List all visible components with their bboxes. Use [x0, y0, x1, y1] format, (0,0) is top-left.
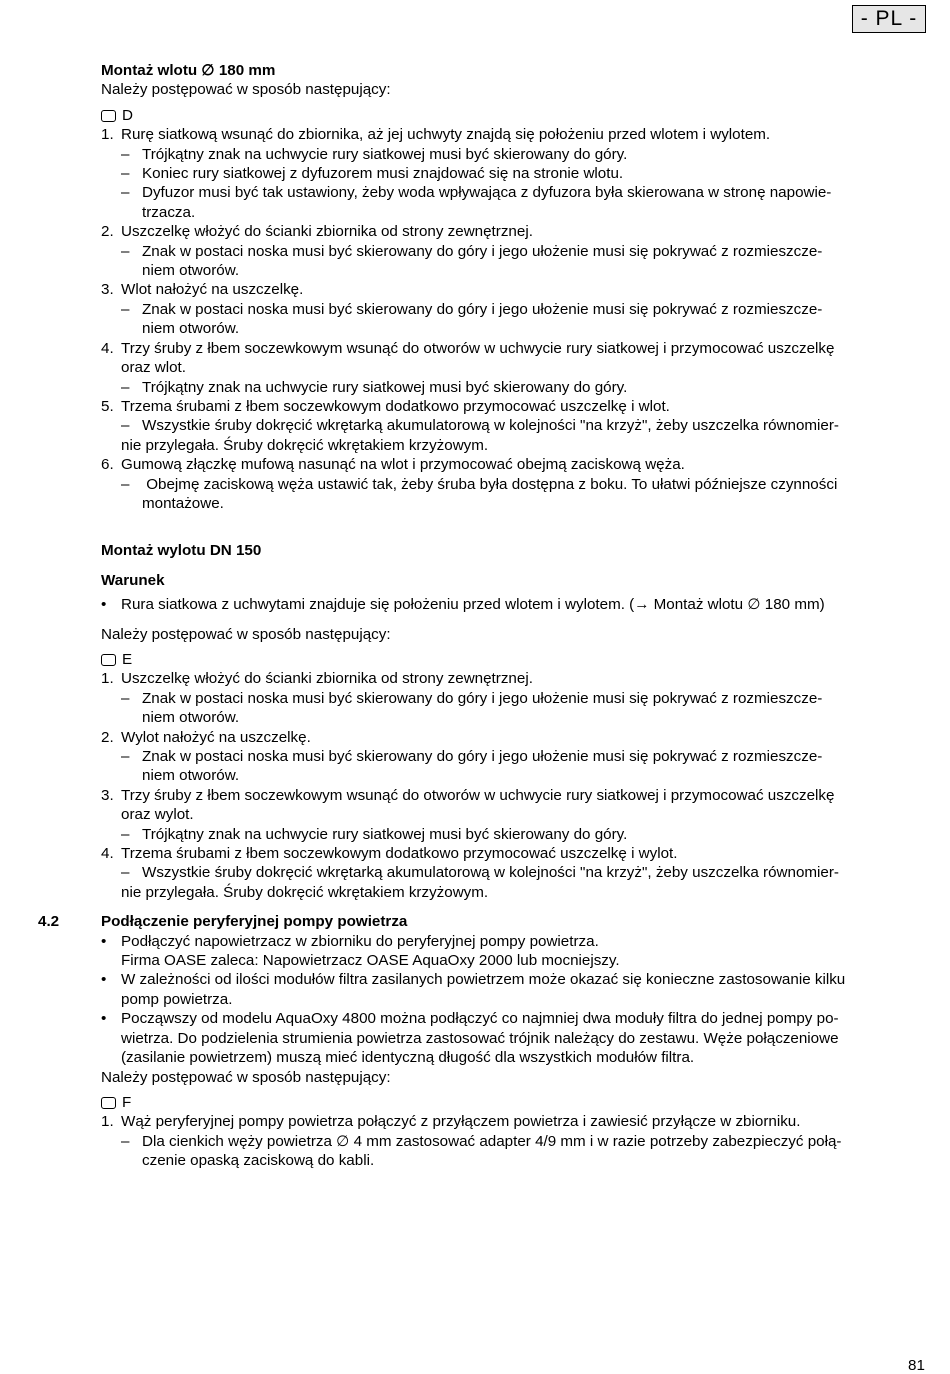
section-heading-outlet: Montaż wylotu DN 150: [101, 542, 262, 560]
condition-bullet: • Rura siatkowa z uchwytami znajduje się położeniu przed wlotem i wylotem. (→ Montaż wlotu ∅ 180 mm): [101, 596, 825, 614]
dash-marker: –: [121, 184, 130, 202]
step-item: [101, 125, 927, 144]
page-content: [38, 61, 927, 1171]
substep-item: [101, 825, 927, 844]
step-number: 2.: [101, 223, 114, 241]
continuation-line: montażowe.: [142, 494, 224, 512]
bullet-text: W zależności od ilości modułów filtra zasilanych powietrzem może okazać się konieczne zastosowanie kilku: [121, 971, 846, 989]
substep-text: Trójkątny znak na uchwycie rury siatkowej musi być skierowany do góry.: [142, 145, 628, 163]
bullet-marker: •: [101, 932, 107, 950]
step-text: Trzy śruby z łbem soczewkowym wsunąć do otworów w uchwycie rury siatkowej i przymocować uszczelkę: [121, 786, 835, 804]
substep-item: [101, 863, 927, 882]
substep-text: Dla cienkich węży powietrza ∅ 4 mm zastosować adapter 4/9 mm i w razie potrzeby zabezpieczyć połą-: [142, 1132, 842, 1150]
substep-text: Znak w postaci noska musi być skierowany do góry i jego ułożenie musi się pokrywać z rozmieszcze-: [142, 242, 823, 260]
dash-marker: –: [121, 300, 130, 318]
continuation-line: oraz wlot.: [121, 359, 186, 377]
substep-item: [101, 1132, 927, 1151]
substep-text: Znak w postaci noska musi być skierowany do góry i jego ułożenie musi się pokrywać z rozmieszcze-: [142, 748, 823, 765]
figure-reference: F: [101, 1093, 927, 1112]
figure-reference: D: [101, 106, 927, 125]
bullet-text: Począwszy od modelu AquaOxy 4800 można podłączyć co najmniej dwa moduły filtra do jednej pompy po-: [121, 1010, 839, 1028]
procedure-intro: Należy postępować w sposób następujący:: [101, 625, 391, 643]
substep-item: [101, 242, 927, 261]
step-number: 5.: [101, 397, 114, 415]
dash-marker: –: [121, 1132, 130, 1150]
language-tab: - PL -: [852, 5, 926, 33]
dash-marker: –: [121, 475, 130, 493]
step-item: [101, 222, 927, 241]
continuation-line: trzacza.: [142, 203, 196, 221]
step-item: [101, 728, 927, 747]
inlet-steps: [101, 125, 927, 513]
continuation-line: czenie opaską zaciskową do kabli.: [142, 1152, 375, 1170]
bullet-item: [101, 1009, 927, 1028]
step-number: 4.: [101, 339, 114, 357]
substep-item: [101, 183, 927, 202]
step-number: 2.: [101, 728, 114, 746]
step-item: [101, 786, 927, 805]
bullet-text: Podłączyć napowietrzacz w zbiorniku do peryferyjnej pompy powietrza.: [121, 932, 599, 950]
continuation-line: pomp powietrza.: [121, 990, 233, 1008]
continuation-line: niem otworów.: [142, 767, 240, 785]
bullet-marker: •: [101, 1010, 107, 1028]
substep-item: [101, 747, 927, 766]
substep-item: [101, 145, 927, 164]
substep-text: Znak w postaci noska musi być skierowany do góry i jego ułożenie musi się pokrywać z rozmieszcze-: [142, 689, 823, 707]
step-number: 1.: [101, 126, 114, 144]
continuation-line: wietrza. Do podzielenia strumienia powietrza zastosować trójnik należący do zestawu. Węże połączeniowe: [121, 1029, 839, 1047]
step-number: 4.: [101, 845, 114, 863]
substep-text: Trójkątny znak na uchwycie rury siatkowej musi być skierowany do góry.: [142, 825, 628, 843]
step-item: [101, 844, 927, 863]
substep-item: [101, 164, 927, 183]
continuation-line: oraz wylot.: [121, 806, 194, 824]
substep-text: Znak w postaci noska musi być skierowany do góry i jego ułożenie musi się pokrywać z rozmieszcze-: [142, 300, 823, 318]
continuation-line: nie przylegała. Śruby dokręcić wkrętakiem krzyżowym.: [121, 883, 489, 901]
figure-reference: E: [101, 650, 927, 669]
air-pump-steps: [101, 1112, 927, 1170]
substep-text: Wszystkie śruby dokręcić wkrętarką akumulatorową w kolejności "na krzyż", żeby uszczelka równomier-: [142, 417, 839, 435]
bullet-item: [101, 932, 927, 951]
procedure-intro: Należy postępować w sposób następujący:: [101, 1068, 391, 1086]
substep-text: Obejmę zaciskową węża ustawić tak, żeby śruba była dostępna z boku. To ułatwi późniejsze czynności: [142, 475, 838, 493]
substep-item: [101, 378, 927, 397]
figure-box-icon: [101, 654, 116, 666]
step-text: Trzema śrubami z łbem soczewkowym dodatkowo przymocować uszczelkę i wlot.: [121, 397, 670, 415]
bullet-marker: •: [101, 971, 107, 989]
step-item: [101, 455, 927, 474]
dash-marker: –: [121, 864, 130, 882]
dash-marker: –: [121, 378, 130, 396]
step-item: [101, 669, 927, 688]
step-number: 3.: [101, 786, 114, 804]
substep-item: [101, 300, 927, 319]
step-item: [101, 280, 927, 299]
outlet-steps: [101, 669, 927, 902]
continuation-line: niem otworów.: [142, 709, 240, 727]
figure-box-icon: [101, 1097, 116, 1109]
continuation-line: (zasilanie powietrzem) muszą mieć identyczną długość dla wszystkich modułów filtra.: [121, 1049, 695, 1067]
substep-text: Trójkątny znak na uchwycie rury siatkowej musi być skierowany do góry.: [142, 378, 628, 396]
dash-marker: –: [121, 689, 130, 707]
continuation-line: Firma OASE zaleca: Napowietrzacz OASE AquaOxy 2000 lub mocniejszy.: [121, 952, 620, 970]
step-number: 3.: [101, 281, 114, 299]
step-text: Uszczelkę włożyć do ścianki zbiornika od strony zewnętrznej.: [121, 670, 533, 688]
condition-label: Warunek: [101, 571, 165, 589]
substep-item: [101, 416, 927, 435]
substep-text: Dyfuzor musi być tak ustawiony, żeby woda wpływająca z dyfuzora była skierowana w stronę napowie-: [142, 184, 832, 202]
section-heading-inlet: Montaż wlotu ∅ 180 mm: [101, 62, 276, 79]
step-item: [101, 1112, 927, 1131]
page-number: 81: [908, 1357, 925, 1374]
step-item: [101, 397, 927, 416]
procedure-intro: Należy postępować w sposób następujący:: [101, 81, 391, 99]
step-text: Uszczelkę włożyć do ścianki zbiornika od strony zewnętrznej.: [121, 223, 533, 241]
substep-text: Wszystkie śruby dokręcić wkrętarką akumulatorową w kolejności "na krzyż", żeby uszczelka równomier-: [142, 864, 839, 882]
continuation-line: niem otworów.: [142, 320, 240, 338]
step-text: Wylot nałożyć na uszczelkę.: [121, 728, 311, 746]
substep-text: Koniec rury siatkowej z dyfuzorem musi znajdować się na stronie wlotu.: [142, 165, 624, 183]
dash-marker: –: [121, 145, 130, 163]
substep-item: [101, 689, 927, 708]
section-number: 4.2: [38, 913, 60, 931]
step-text: Gumową złączkę mufową nasunąć na wlot i przymocować obejmą zaciskową węża.: [121, 456, 685, 474]
bullet-item: [101, 970, 927, 989]
substep-item: [101, 475, 927, 494]
step-item: [101, 339, 927, 358]
step-text: Trzema śrubami z łbem soczewkowym dodatkowo przymocować uszczelkę i wylot.: [121, 845, 678, 863]
air-pump-bullets: [101, 932, 927, 1068]
dash-marker: –: [121, 165, 130, 183]
section-heading-air-pump: 4.2 Podłączenie peryferyjnej pompy powietrza: [38, 913, 408, 931]
step-number: 6.: [101, 456, 114, 474]
step-text: Trzy śruby z łbem soczewkowym wsunąć do otworów w uchwycie rury siatkowej i przymocować uszczelkę: [121, 339, 835, 357]
figure-box-icon: [101, 110, 116, 122]
dash-marker: –: [121, 748, 130, 765]
continuation-line: niem otworów.: [142, 262, 240, 280]
step-text: Wlot nałożyć na uszczelkę.: [121, 281, 304, 299]
dash-marker: –: [121, 417, 130, 435]
step-text: Rurę siatkową wsunąć do zbiornika, aż jej uchwyty znajdą się położeniu przed wlotem i wylotem.: [121, 126, 771, 144]
continuation-line: nie przylegała. Śruby dokręcić wkrętakiem krzyżowym.: [121, 436, 489, 454]
step-number: 1.: [101, 1113, 114, 1131]
dash-marker: –: [121, 825, 130, 843]
step-number: 1.: [101, 670, 114, 688]
dash-marker: –: [121, 242, 130, 260]
step-text: Wąż peryferyjnej pompy powietrza połączyć z przyłączem powietrza i zawiesić przyłącze w zbiorniku.: [121, 1113, 801, 1131]
